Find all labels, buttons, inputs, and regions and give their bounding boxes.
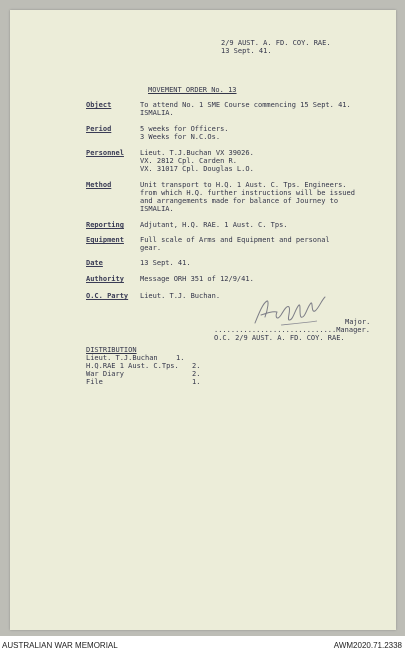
field-equipment-line-1: Full scale of Arms and Equipment and personal [140,236,330,244]
field-personnel-line-3: VX. 31017 Cpl. Douglas L.O. [140,165,254,173]
distribution-row-copies: 2. [192,362,201,370]
field-period-line-2: 3 Weeks for N.C.Os. [140,133,221,141]
distribution-row-name: Lieut. T.J.Buchan [86,354,158,362]
field-label-authority: Authority [86,275,124,283]
field-label-date: Date [86,259,103,267]
distribution-heading: DISTRIBUTION [86,346,137,354]
field-label-personnel: Personnel [86,149,124,157]
field-label-method: Method [86,181,112,189]
signature-unit: O.C. 2/9 AUST. A. FD. COY. RAE. [214,334,345,342]
header-unit: 2/9 AUST. A. FD. COY. RAE. [221,39,331,47]
field-date-line-1: 13 Sept. 41. [140,259,191,267]
field-personnel-line-1: Lieut. T.J.Buchan VX 39026. [140,149,254,157]
field-personnel-line-2: VX. 2812 Cpl. Carden R. [140,157,237,165]
field-label-oc-party: O.C. Party [86,292,129,300]
distribution-row-copies: 1. [176,354,185,362]
field-period-line-1: 5 weeks for Officers. [140,125,229,133]
footer-accession-number: AWM2020.71.2338 [333,641,402,650]
field-object-line-2: ISMALIA. [140,109,174,117]
distribution-row-copies: 2. [192,370,201,378]
signature-rank: Major. [345,318,371,326]
field-reporting-line-1: Adjutant, H.Q. RAE. 1 Aust. C. Tps. [140,221,288,229]
distribution-row-name: H.Q.RAE 1 Aust. C.Tps. [86,362,179,370]
document-title: MOVEMENT ORDER No. 13 [148,86,237,94]
field-object-line-1: To attend No. 1 SME Course commencing 15 Sept. 41. [140,101,351,109]
distribution-row-name: File [86,378,103,386]
header-date: 13 Sept. 41. [221,47,272,55]
signature-dots: .............................Manager. [214,326,370,334]
field-label-period: Period [86,125,112,133]
archive-footer [0,636,405,653]
field-label-reporting: Reporting [86,221,124,229]
field-label-object: Object [86,101,112,109]
field-label-equipment: Equipment [86,236,124,244]
field-method-line-2: from which H.Q. further instructions will be issued [140,189,355,197]
footer-institution: AUSTRALIAN WAR MEMORIAL [2,641,118,650]
field-oc-party-line-1: Lieut. T.J. Buchan. [140,292,221,300]
field-authority-line-1: Message ORH 351 of 12/9/41. [140,275,254,283]
field-method-line-1: Unit transport to H.Q. 1 Aust. C. Tps. Engineers. [140,181,347,189]
distribution-row-copies: 1. [192,378,201,386]
field-method-line-4: ISMALIA. [140,205,174,213]
field-equipment-line-2: gear. [140,244,162,252]
distribution-row-name: War Diary [86,370,124,378]
field-method-line-3: and arrangements made for balance of Journey to [140,197,339,205]
